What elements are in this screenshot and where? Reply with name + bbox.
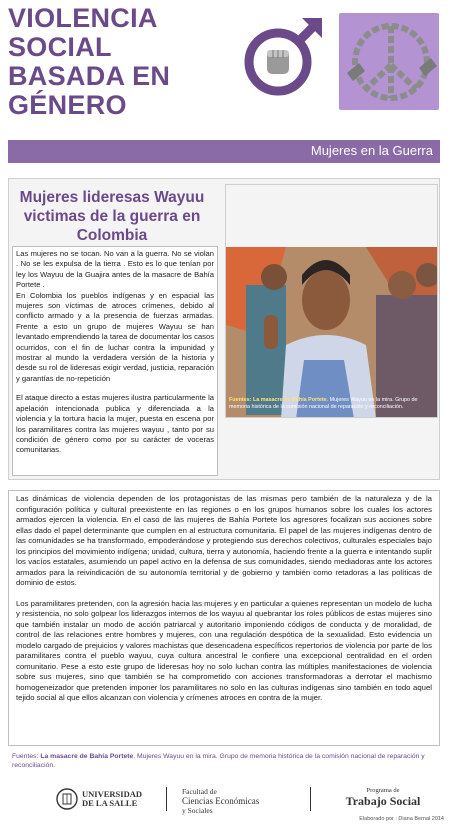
wayuu-women-photo: [225, 184, 438, 418]
title-line: GÉNERO: [8, 90, 127, 120]
sources-text: . Mujeres Wayuu en la mira. Grupo de memoria histórica de la comisión nacional de reparación y reconciliación.: [12, 753, 425, 769]
credit-text: Elaborado por : Diana Bernal 2014: [359, 816, 444, 822]
sources-label: Fuentes:: [12, 753, 39, 760]
facultad-line: Facultad de: [182, 787, 217, 796]
article-title: Mujeres lideresas Wayuu victimas de la guerra en Colombia: [19, 189, 205, 244]
main-paragraph: Las dinámicas de violencia dependen de los protagonistas de las mismas pero también de la naturaleza y de la configuración política y cultural preexistente en las regiones o en los grupos humanos sobre los cuales los actores armados ejercen la violencia. En el caso de las mujeres de Bahía Portete los agresores focalizan sus acciones sobre ellas dado el papel determinante que cumplen en al estructura comunitaria. El papel de las mujeres indígenas dentro de las comunidades se ha transformado, empoderándose y protegiendo sus derechos colectivos, culturales especiales bajo los principios del movimiento indígena; unidad, cultura, tierra y autonomía, haciendo frente a la guerra e intentando suplir los vacíos estatales, asumiendo un papel activo en la defensa de sus comunidades, siendo mediadoras ante los actores armados para la reivindicación de su autonomía territorial y de gobierno y también como retadoras a las políticas de dominio de estos.: [16, 494, 432, 587]
male-symbol-fist-icon: [240, 16, 324, 100]
programa-logo: [343, 787, 423, 811]
universidad-logo: [56, 787, 158, 811]
peace-chains-logo: [339, 13, 439, 110]
page-title: [8, 4, 238, 120]
footer-divider: [310, 787, 311, 811]
main-paragraph: Los paramilitares pretenden, con la agresión hacia las mujeres y en particular a quienes representan un modelo de lucha y resistencia, no solo golpear los liderazgos internos de los wayuu al quebrantar los roles públicos de estas mujeres sino que también instalar un modo de acción patriarcal y autoritario imponiendo códigos de conducta y de moralidad, de control de las relaciones entre hombres y mujeres, con una regulación despótica de la sexualidad. Esto evidencia un modelo cargado de prejuicios y valores machistas que desencadena específicos repertorios de violencia por parte de los paramilitares contra el pueblo wayuu, cuya cultura ancestral le confiere una excepcional centralidad en el orden comunitario. Pese a esto este grupo de lideresas hoy no solo luchan contra las múltiples manifestaciones de violencia sobre sus mujeres, sino que también se ha comprometido con acciones transformadoras a derrotar el machismo homogeneizador que pretenden imponer los paramilitares no solo en las culturas indígenas sino también en todo aquel tejido social al que ellos alcanzan con violencia y crímenes atroces en contra de la mujer.: [16, 598, 432, 702]
article-text: [12, 246, 218, 476]
facultad-line: y Sociales: [182, 806, 213, 815]
article-paragraph: Las mujeres no se tocan. No van a la guerra. No se violan . No se les expulsa de la tierra . Esto es lo que tenían por ley los Wayuu de la Guajira antes de la masacre de Bahía Portete .: [16, 249, 214, 290]
main-text-box: [8, 490, 440, 746]
article-paragraph: El ataque directo a estas mujeres ilustra particularmente la apelación intencionada publica y diferenciada a la violencia y la tortura hacia la mujer, puesta en escena por los paramilitares contra las mujeres wayuu , tanto por su condición de género como por su carácter de voceras comunitarias.: [16, 393, 214, 455]
programa-name: Trabajo Social: [345, 794, 421, 808]
university-name-line: DE LA SALLE: [82, 798, 138, 808]
photo-caption-source: Fuentes: La masacre de Bahía Portete: [229, 397, 327, 403]
title-line: VIOLENCIA: [8, 3, 158, 33]
university-name-line: UNIVERSIDAD: [82, 789, 142, 799]
title-line: BASADA EN: [8, 61, 171, 91]
footer-divider: [166, 787, 167, 811]
photo-caption: [229, 397, 437, 411]
sources-title: La masacre de Bahía Portete: [40, 753, 134, 760]
sources-note: [12, 752, 436, 770]
facultad-logo: [182, 787, 292, 815]
photo-caption-text: . Mujeres Wayuu en la mira. Grupo de memoria histórica de la comisión nacional de reparación y reconciliación.: [229, 397, 418, 410]
programa-label: Programa de: [366, 787, 400, 794]
peace-symbol-icon: [339, 13, 439, 110]
section-banner: Mujeres en la Guerra: [8, 140, 440, 163]
photo-illustration: [226, 185, 438, 418]
article-paragraph: En Colombia los pueblos indígenas y en espacial las mujeres son víctimas de atroces crímenes, debido al conflicto armado y a la presencia de fuerzas armadas. Frente a esto un grupo de mujeres Wayuu se han levantado emprendiendo la tarea de documentar los casos ocurridos, con el fin de luchar contra la impunidad y mostrar al mundo la verdadera versión de la historia y desde su rol de lideresas exigir verdad, justicia, reparación y garantías de no-repetición: [16, 290, 214, 383]
facultad-line: Ciencias Económicas: [182, 795, 260, 806]
title-line: SOCIAL: [8, 32, 112, 62]
university-seal-icon: [56, 788, 78, 810]
